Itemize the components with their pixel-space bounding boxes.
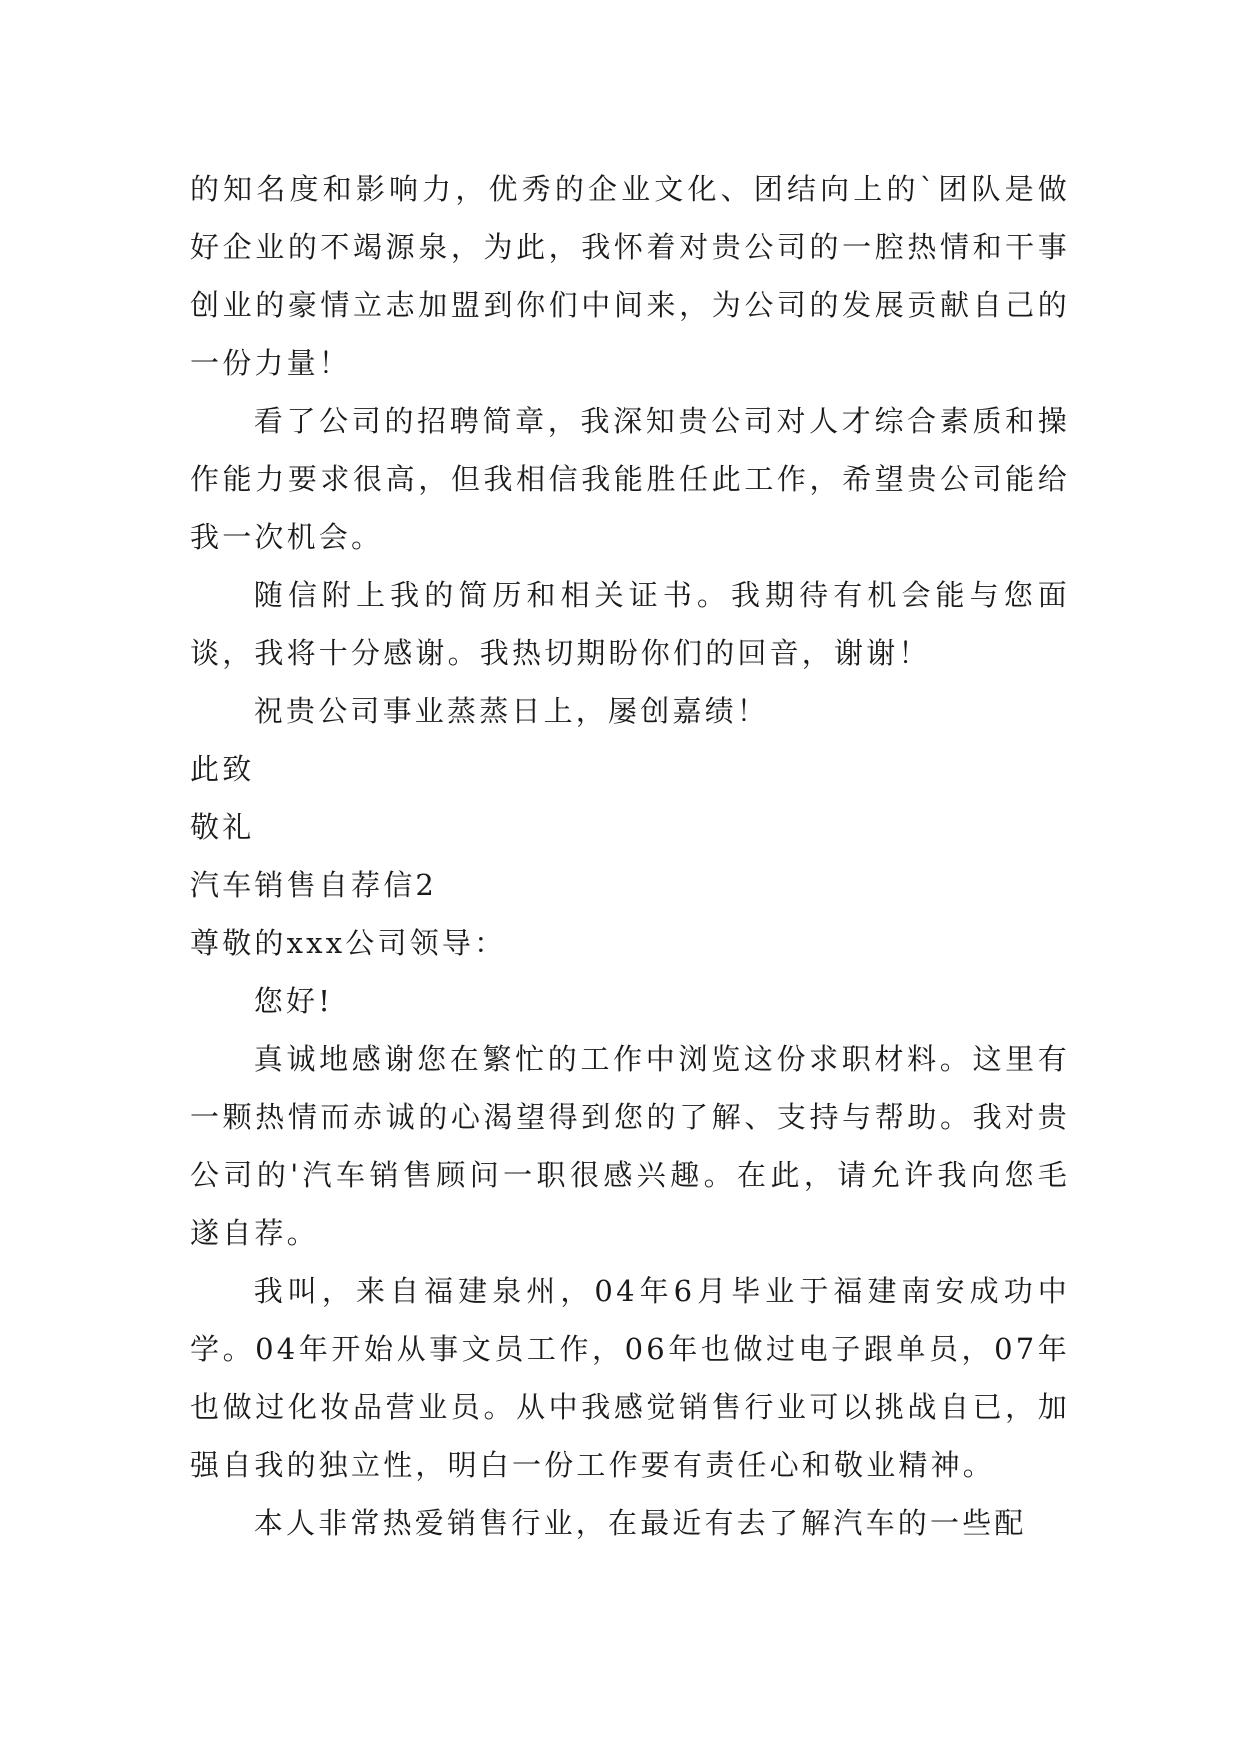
paragraph-2: 看了公司的招聘简章，我深知贵公司对人才综合素质和操作能力要求很高，但我相信我能胜任此工作，希望贵公司能给我一次机会。 xyxy=(190,404,1070,554)
paragraph-intro: 真诚地感谢您在繁忙的工作中浏览这份求职材料。这里有一颗热情而赤诚的心渴望得到您的了解、支持与帮助。我对贵公司的'汽车销售顾问一职很感兴趣。在此，请允许我向您毛遂自荐。 xyxy=(190,1042,1070,1250)
section-title: 汽车销售自荐信2 xyxy=(190,868,438,902)
paragraph-4: 祝贵公司事业蒸蒸日上，屡创嘉绩！ xyxy=(253,694,769,728)
paragraph-interest: 本人非常热爱销售行业，在最近有去了解汽车的一些配 xyxy=(253,1506,1027,1540)
paragraph-3: 随信附上我的简历和相关证书。我期待有机会能与您面谈，我将十分感谢。我热切期盼你们的回音，谢谢！ xyxy=(190,578,1070,670)
paragraph-1: 的知名度和影响力，优秀的企业文化、团结向上的`团队是做好企业的不竭源泉，为此，我怀着对贵公司的一腔热情和干事创业的豪情立志加盟到你们中间来，为公司的发展贡献自己的一份力量！ xyxy=(190,172,1070,380)
letter-greeting: 尊敬的xxx公司领导： xyxy=(190,926,507,960)
closing-salutation: 此致 xyxy=(190,752,255,786)
letter-body xyxy=(190,160,1070,1552)
closing-regards: 敬礼 xyxy=(190,810,255,844)
paragraph-background: 我叫，来自福建泉州，04年6月毕业于福建南安成功中学。04年开始从事文员工作，06年也做过电子跟单员，07年也做过化妆品营业员。从中我感觉销售行业可以挑战自已，加强自我的独立性，明白一份工作要有责任心和敬业精神。 xyxy=(190,1274,1070,1482)
paragraph-hello: 您好! xyxy=(253,984,334,1018)
